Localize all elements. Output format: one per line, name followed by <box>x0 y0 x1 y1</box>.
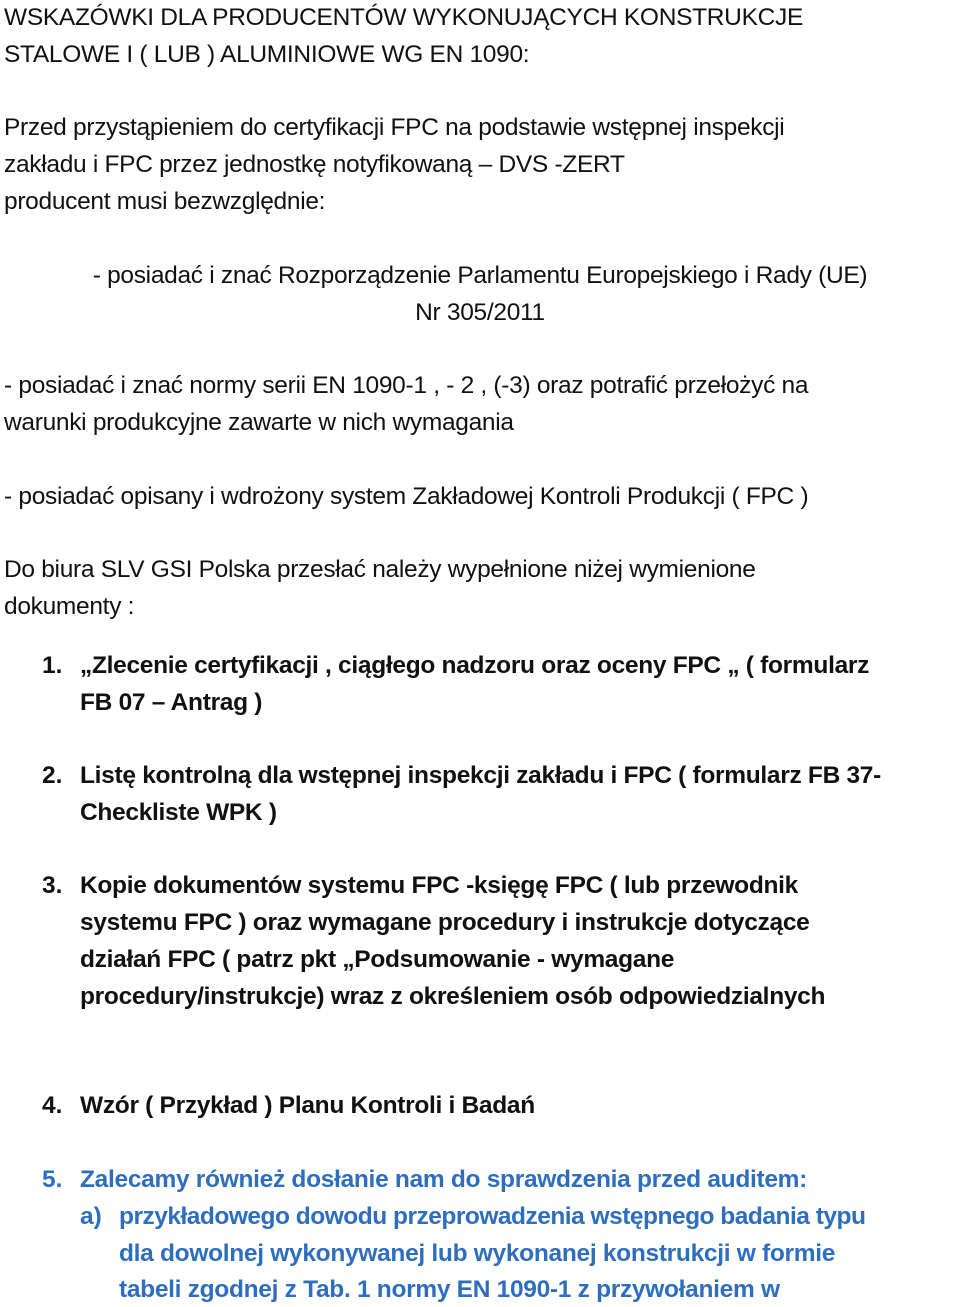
item-4-number: 4. <box>42 1092 63 1119</box>
item-1-number: 1. <box>42 652 63 679</box>
item-3-number: 3. <box>42 872 63 899</box>
item-3-line-3: działań FPC ( patrz pkt „Podsumowanie - wymagane <box>80 946 675 973</box>
subitem-a-line-1: przykładowego dowodu przeprowadzenia wstępnego badania typu <box>119 1203 866 1230</box>
item-3-line-2: systemu FPC ) oraz wymagane procedury i instrukcje dotyczące <box>80 909 810 936</box>
item-3-line-1: Kopie dokumentów systemu FPC -księgę FPC ( lub przewodnik <box>80 872 798 899</box>
requirement-1-line-2: Nr 305/2011 <box>415 299 545 326</box>
heading-line-2: STALOWE I ( LUB ) ALUMINIOWE WG EN 1090: <box>4 41 530 68</box>
item-2-line-2: Checkliste WPK ) <box>80 799 277 826</box>
requirement-1-line-1: - posiadać i znać Rozporządzenie Parlamentu Europejskiego i Rady (UE) <box>92 262 868 289</box>
item-1-line-1: „Zlecenie certyfikacji , ciągłego nadzoru oraz oceny FPC „ ( formularz <box>80 652 870 679</box>
intro-line-2: zakładu i FPC przez jednostkę notyfikowaną – DVS -ZERT <box>4 151 625 178</box>
intro-line-3: producent musi bezwzględnie: <box>4 188 326 215</box>
send-line-2: dokumenty : <box>4 593 135 620</box>
item-5-line-1: Zalecamy również dosłanie nam do sprawdzenia przed auditem: <box>80 1166 808 1193</box>
item-2-number: 2. <box>42 762 63 789</box>
subitem-a-label: a) <box>80 1203 102 1230</box>
item-4-line-1: Wzór ( Przykład ) Planu Kontroli i Badań <box>80 1092 535 1119</box>
requirement-2-line-2: warunki produkcyjne zawarte w nich wymagania <box>4 409 514 436</box>
item-3-line-4: procedury/instrukcje) wraz z określeniem osób odpowiedzialnych <box>80 983 826 1010</box>
item-5-number: 5. <box>42 1166 63 1193</box>
item-1-line-2: FB 07 – Antrag ) <box>80 689 263 716</box>
requirement-3-line-1: - posiadać opisany i wdrożony system Zakładowej Kontroli Produkcji ( FPC ) <box>4 483 809 510</box>
item-2-line-1: Listę kontrolną dla wstępnej inspekcji zakładu i FPC ( formularz FB 37- <box>80 762 881 789</box>
heading-line-1: WSKAZÓWKI DLA PRODUCENTÓW WYKONUJĄCYCH KONSTRUKCJE <box>4 4 804 31</box>
subitem-a-line-2: dla dowolnej wykonywanej lub wykonanej konstrukcji w formie <box>119 1240 836 1267</box>
intro-line-1: Przed przystąpieniem do certyfikacji FPC na podstawie wstępnej inspekcji <box>4 114 785 141</box>
requirement-2-line-1: - posiadać i znać normy serii EN 1090-1 , - 2 , (-3) oraz potrafić przełożyć na <box>4 372 809 399</box>
subitem-a-line-3: tabeli zgodnej z Tab. 1 normy EN 1090-1 z przywołaniem w <box>119 1276 780 1303</box>
send-line-1: Do biura SLV GSI Polska przesłać należy wypełnione niżej wymienione <box>4 556 756 583</box>
